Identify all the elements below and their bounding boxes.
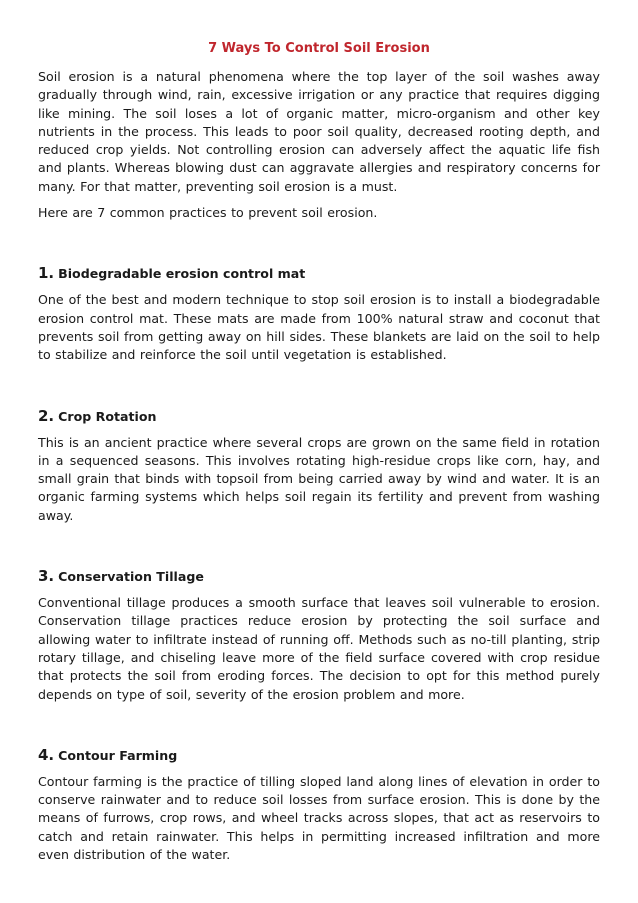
section-title: Contour Farming xyxy=(58,747,178,763)
section-number: 2. xyxy=(38,406,55,425)
section-title: Biodegradable erosion control mat xyxy=(58,266,306,282)
section-contour-farming xyxy=(38,746,600,864)
section-number: 1. xyxy=(38,264,55,283)
intro-paragraph: Soil erosion is a natural phenomena where the top layer of the soil washes away gradually through wind, rain, excessive irrigation or any practice that requires digging like mining. The soil loses a lot of organic matter, micro-organism and other key nutrients in the process. This leads to poor soil quality, decreased rooting depth, and reduced crop yields. Not controlling erosion can adversely affect the aquatic life fish and plants. Whereas blowing dust can aggravate allergies and respiratory concerns for many. For that matter, preventing soil erosion is a must. xyxy=(38,69,600,194)
section-crop-rotation xyxy=(38,407,600,525)
section-heading xyxy=(38,407,600,426)
section-heading xyxy=(38,746,600,765)
section-heading xyxy=(38,264,600,283)
section-body: One of the best and modern technique to stop soil erosion is to install a biodegradable erosion control mat. These mats are made from 100% natural straw and coconut that prevents soil from getting away on hill sides. These blankets are laid on the soil to help to stabilize and reinforce the soil until vegetation is established. xyxy=(38,292,600,363)
section-body: Conventional tillage produces a smooth surface that leaves soil vulnerable to erosion. Conservation tillage practices reduce erosion by protecting the soil surface and allowing water to infiltrate instead of running off. Methods such as no-till planting, strip rotary tillage, and chiseling leave more of the field surface covered with crop residue that protects the soil from eroding forces. The decision to opt for this method purely depends on type of soil, severity of the erosion problem and more. xyxy=(38,595,600,702)
section-number: 3. xyxy=(38,567,55,586)
section-heading xyxy=(38,567,600,586)
section-body: This is an ancient practice where several crops are grown on the same field in rotation in a sequenced seasons. This involves rotating high-residue crops like corn, hay, and small grain that binds with topsoil from being carried away by wind and water. It is an organic farming systems which helps soil regain its fertility and prevent from washing away. xyxy=(38,434,600,523)
intro-summary: Here are 7 common practices to prevent soil erosion. xyxy=(38,205,378,221)
section-biodegradable-mat xyxy=(38,264,600,364)
page-title: 7 Ways To Control Soil Erosion xyxy=(208,41,430,56)
section-conservation-tillage xyxy=(38,567,600,704)
section-body: Contour farming is the practice of tilling sloped land along lines of elevation in order to conserve rainwater and to reduce soil losses from surface erosion. This is done by the means of furrows, crop rows, and wheel tracks across slopes, that act as reservoirs to catch and retain rainwater. This helps in permitting increased infiltration and more even distribution of the water. xyxy=(38,773,600,863)
section-title: Crop Rotation xyxy=(58,408,157,424)
section-title: Conservation Tillage xyxy=(58,569,204,585)
section-number: 4. xyxy=(38,745,55,764)
